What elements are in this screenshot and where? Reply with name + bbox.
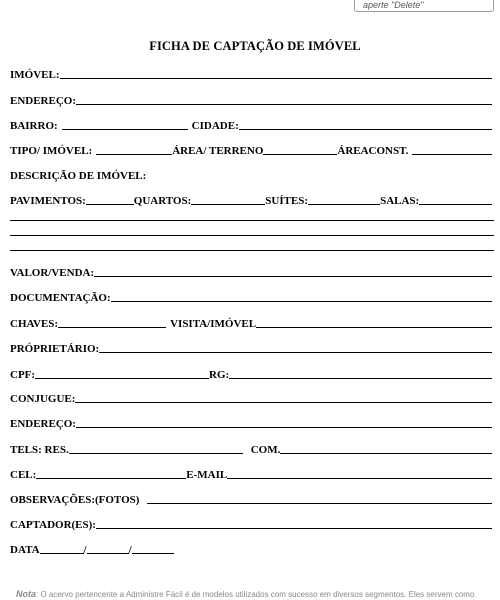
tels-res-line[interactable] [69,443,243,454]
footer-note-label: Nota [16,589,36,599]
salas-line[interactable] [419,194,492,205]
quartos-label: QUARTOS: [133,195,192,207]
pavimentos-label: PAVIMENTOS: [10,195,86,207]
conjugue-label: CONJUGUE: [10,393,76,405]
bairro-line[interactable] [62,119,188,130]
visita-imovel-label: VISITA/IMÓVEL [170,318,257,330]
field-conjugue [10,391,492,405]
observacoes-line[interactable] [147,493,492,504]
field-documentacao [10,290,492,304]
captador-label: CAPTADOR(ES): [10,519,96,531]
bairro-label: BAIRRO: [10,120,58,132]
valor-venda-line[interactable] [94,266,492,277]
descricao-label: DESCRIÇÃO DE IMÓVEL: [10,170,147,182]
data-day-line[interactable] [40,543,84,554]
cidade-line[interactable] [239,119,492,130]
chaves-label: CHAVES: [10,318,59,330]
field-tipo-area [10,143,492,157]
quartos-line[interactable] [191,194,265,205]
field-endereco [10,93,492,107]
area-terreno-label: ÁREA/ TERRENO [172,145,264,157]
field-bairro-cidade [10,118,492,132]
email-line[interactable] [227,468,492,479]
form-title: FICHA DE CAPTAÇÃO DE IMÓVEL [149,39,361,53]
field-cel-email [10,467,492,481]
captador-line[interactable] [96,518,492,529]
com-line[interactable] [280,443,492,454]
field-proprietario [10,341,492,355]
suites-line[interactable] [308,194,380,205]
area-const-label: ÁREACONST. [337,145,409,157]
tipo-imovel-line[interactable] [96,144,172,155]
field-captador [10,517,492,531]
field-cpf-rg [10,367,492,381]
data-slash-1: / [83,544,87,556]
data-label: DATA [10,544,40,556]
cpf-label: CPF: [10,369,36,381]
area-terreno-line[interactable] [263,144,337,155]
footer-note-text: : O acervo pertencente a Administre Fácil é de modelos utilizados com sucesso em diversos segmentos. Eles servem como [36,590,475,599]
proprietario-line[interactable] [99,342,492,353]
field-chaves-visita [10,316,492,330]
imovel-label: IMÓVEL: [10,69,60,81]
descricao-blank-line-1[interactable] [10,220,494,221]
pavimentos-line[interactable] [86,194,134,205]
endereco-2-label: ENDEREÇO: [10,418,77,430]
email-label: E-MAIL [186,469,228,481]
field-descricao [10,168,492,182]
imovel-line[interactable] [60,68,493,79]
tipo-imovel-label: TIPO/ IMÓVEL: [10,145,93,157]
cel-label: CEL: [10,469,37,481]
cel-line[interactable] [36,468,186,479]
delete-hint-text: aperte "Delete" [363,0,424,10]
valor-venda-label: VALOR/VENDA: [10,267,95,279]
field-observacoes [10,492,492,506]
endereco-2-line[interactable] [76,417,492,428]
cidade-label: CIDADE: [191,120,239,132]
data-slash-2: / [128,544,132,556]
descricao-blank-line-3[interactable] [10,250,494,251]
area-const-line[interactable] [412,144,492,155]
documentacao-line[interactable] [111,291,492,302]
field-valor-venda [10,265,492,279]
documentacao-label: DOCUMENTAÇÃO: [10,292,111,304]
field-data [10,542,492,556]
delete-hint-box [354,0,494,12]
proprietario-label: PRÓPRIETÁRIO: [10,343,100,355]
observacoes-label: OBSERVAÇÕES:(FOTOS) [10,494,140,506]
tels-res-label: TELS: RES. [10,444,69,456]
field-tels-com [10,442,492,456]
com-label: COM. [250,444,281,456]
cpf-line[interactable] [35,368,209,379]
suites-label: SUÍTES: [265,195,309,207]
salas-label: SALAS: [380,195,420,207]
data-month-line[interactable] [87,543,129,554]
visita-imovel-line[interactable] [256,317,492,328]
conjugue-line[interactable] [75,392,492,403]
rg-line[interactable] [229,368,492,379]
endereco-line[interactable] [76,94,492,105]
footer-note [16,589,500,599]
field-endereco-2 [10,416,492,430]
field-imovel [10,67,492,81]
endereco-label: ENDEREÇO: [10,95,77,107]
rg-label: RG: [209,369,230,381]
chaves-line[interactable] [58,317,166,328]
field-pavimentos-row [10,193,492,207]
descricao-blank-line-2[interactable] [10,235,494,236]
data-year-line[interactable] [132,543,174,554]
